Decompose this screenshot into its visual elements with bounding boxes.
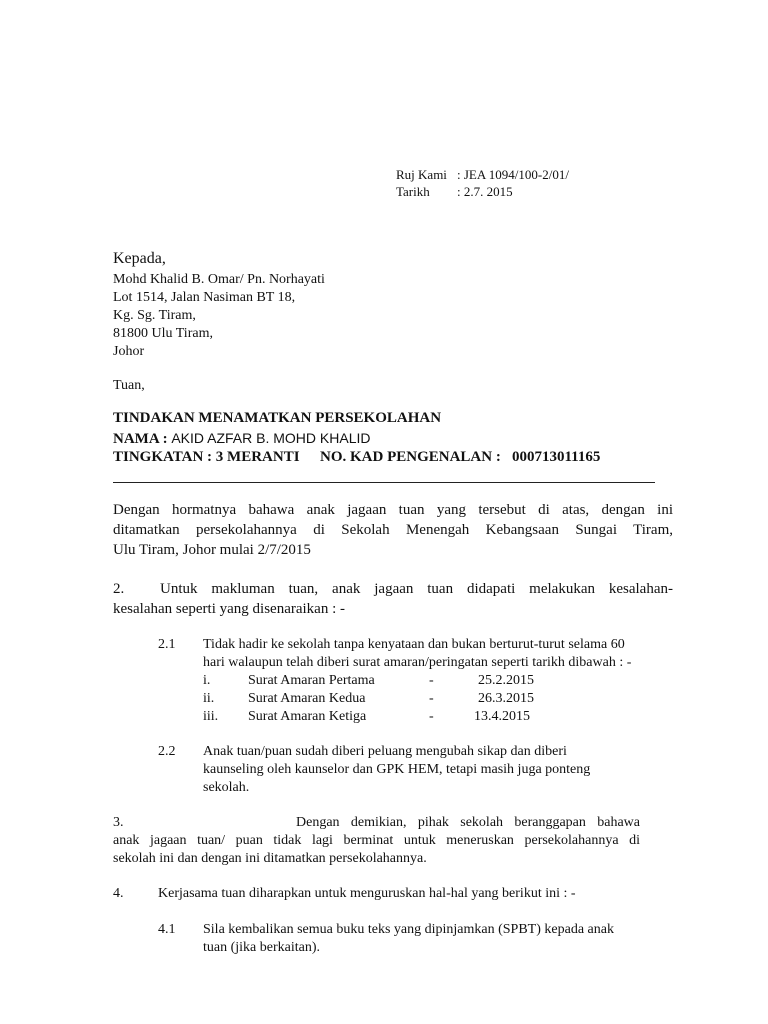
para4-text: Kerjasama tuan diharapkan untuk menguruskan hal-hal yang berikut ini : -	[158, 886, 576, 901]
recipient-line: 81800 Ulu Tiram,	[113, 326, 213, 341]
kp-value: 000713011165	[512, 449, 601, 465]
warning-dash: -	[429, 709, 434, 724]
item-2-2-number: 2.2	[158, 744, 176, 759]
para3-line: sekolah ini dan dengan ini ditamatkan persekolahannya.	[113, 851, 427, 866]
tarikh-label: Tarikh	[396, 184, 430, 199]
item-2-1-number: 2.1	[158, 637, 176, 652]
item-2-1-line: hari walaupun telah diberi surat amaran/peringatan seperti tarikh dibawah : -	[203, 655, 632, 670]
warning-date: 26.3.2015	[478, 691, 534, 706]
tingkatan-label: TINGKATAN : 3 MERANTI	[113, 449, 300, 465]
recipient-line: Mohd Khalid B. Omar/ Pn. Norhayati	[113, 272, 325, 287]
item-2-2-line: kaunseling oleh kaunselor dan GPK HEM, tetapi masih juga ponteng	[203, 762, 591, 777]
warning-number: ii.	[203, 691, 215, 706]
para1-line: Dengan hormatnya bahawa anak jagaan tuan yang tersebut di atas, dengan ini	[113, 502, 673, 518]
greeting: Tuan,	[113, 378, 145, 393]
nama-label: NAMA :	[113, 431, 168, 447]
kp-label: NO. KAD PENGENALAN :	[320, 449, 501, 465]
warning-dash: -	[429, 691, 434, 706]
para2-line: kesalahan seperti yang disenaraikan : -	[113, 601, 345, 617]
tarikh-value: : 2.7. 2015	[457, 184, 513, 199]
ruj-kami-label: Ruj Kami	[396, 167, 447, 182]
para4-number: 4.	[113, 886, 124, 901]
para3-number: 3.	[113, 815, 124, 830]
para1-line: ditamatkan persekolahannya di Sekolah Menengah Kebangsaan Sungai Tiram,	[113, 522, 673, 538]
warning-number: iii.	[203, 709, 219, 724]
item-2-2-line: sekolah.	[203, 780, 250, 795]
para3-first-line: Dengan demikian, pihak sekolah beranggapan bahawa	[296, 815, 640, 830]
para2-number: 2.	[113, 581, 125, 597]
item-4-1-line: Sila kembalikan semua buku teks yang dipinjamkan (SPBT) kepada anak	[203, 922, 614, 937]
warning-label: Surat Amaran Kedua	[248, 691, 366, 706]
warning-date: 13.4.2015	[474, 709, 530, 724]
divider	[113, 482, 655, 483]
recipient-line: Lot 1514, Jalan Nasiman BT 18,	[113, 290, 296, 305]
item-2-2-line: Anak tuan/puan sudah diberi peluang mengubah sikap dan diberi	[203, 744, 567, 759]
warning-label: Surat Amaran Ketiga	[248, 709, 367, 724]
item-2-1-line: Tidak hadir ke sekolah tanpa kenyataan dan bukan berturut-turut selama 60	[203, 637, 625, 652]
warning-dash: -	[429, 673, 434, 688]
para2-line: Untuk makluman tuan, anak jagaan tuan didapati melakukan kesalahan-	[160, 581, 673, 597]
para3-line: anak jagaan tuan/ puan tidak lagi berminat untuk meneruskan persekolahannya di	[113, 833, 640, 848]
ruj-kami-value: : JEA 1094/100-2/01/	[457, 167, 569, 182]
para1-line: Ulu Tiram, Johor mulai 2/7/2015	[113, 542, 311, 558]
warning-label: Surat Amaran Pertama	[248, 673, 375, 688]
nama-value: AKID AZFAR B. MOHD KHALID	[171, 430, 371, 446]
item-4-1-line: tuan (jika berkaitan).	[203, 940, 321, 955]
warning-number: i.	[203, 673, 211, 688]
warning-date: 25.2.2015	[478, 673, 534, 688]
recipient-line: Kg. Sg. Tiram,	[113, 308, 196, 323]
subject-title: TINDAKAN MENAMATKAN PERSEKOLAHAN	[113, 410, 442, 426]
item-4-1-number: 4.1	[158, 922, 176, 937]
salutation: Kepada,	[113, 250, 166, 267]
recipient-line: Johor	[113, 344, 145, 359]
